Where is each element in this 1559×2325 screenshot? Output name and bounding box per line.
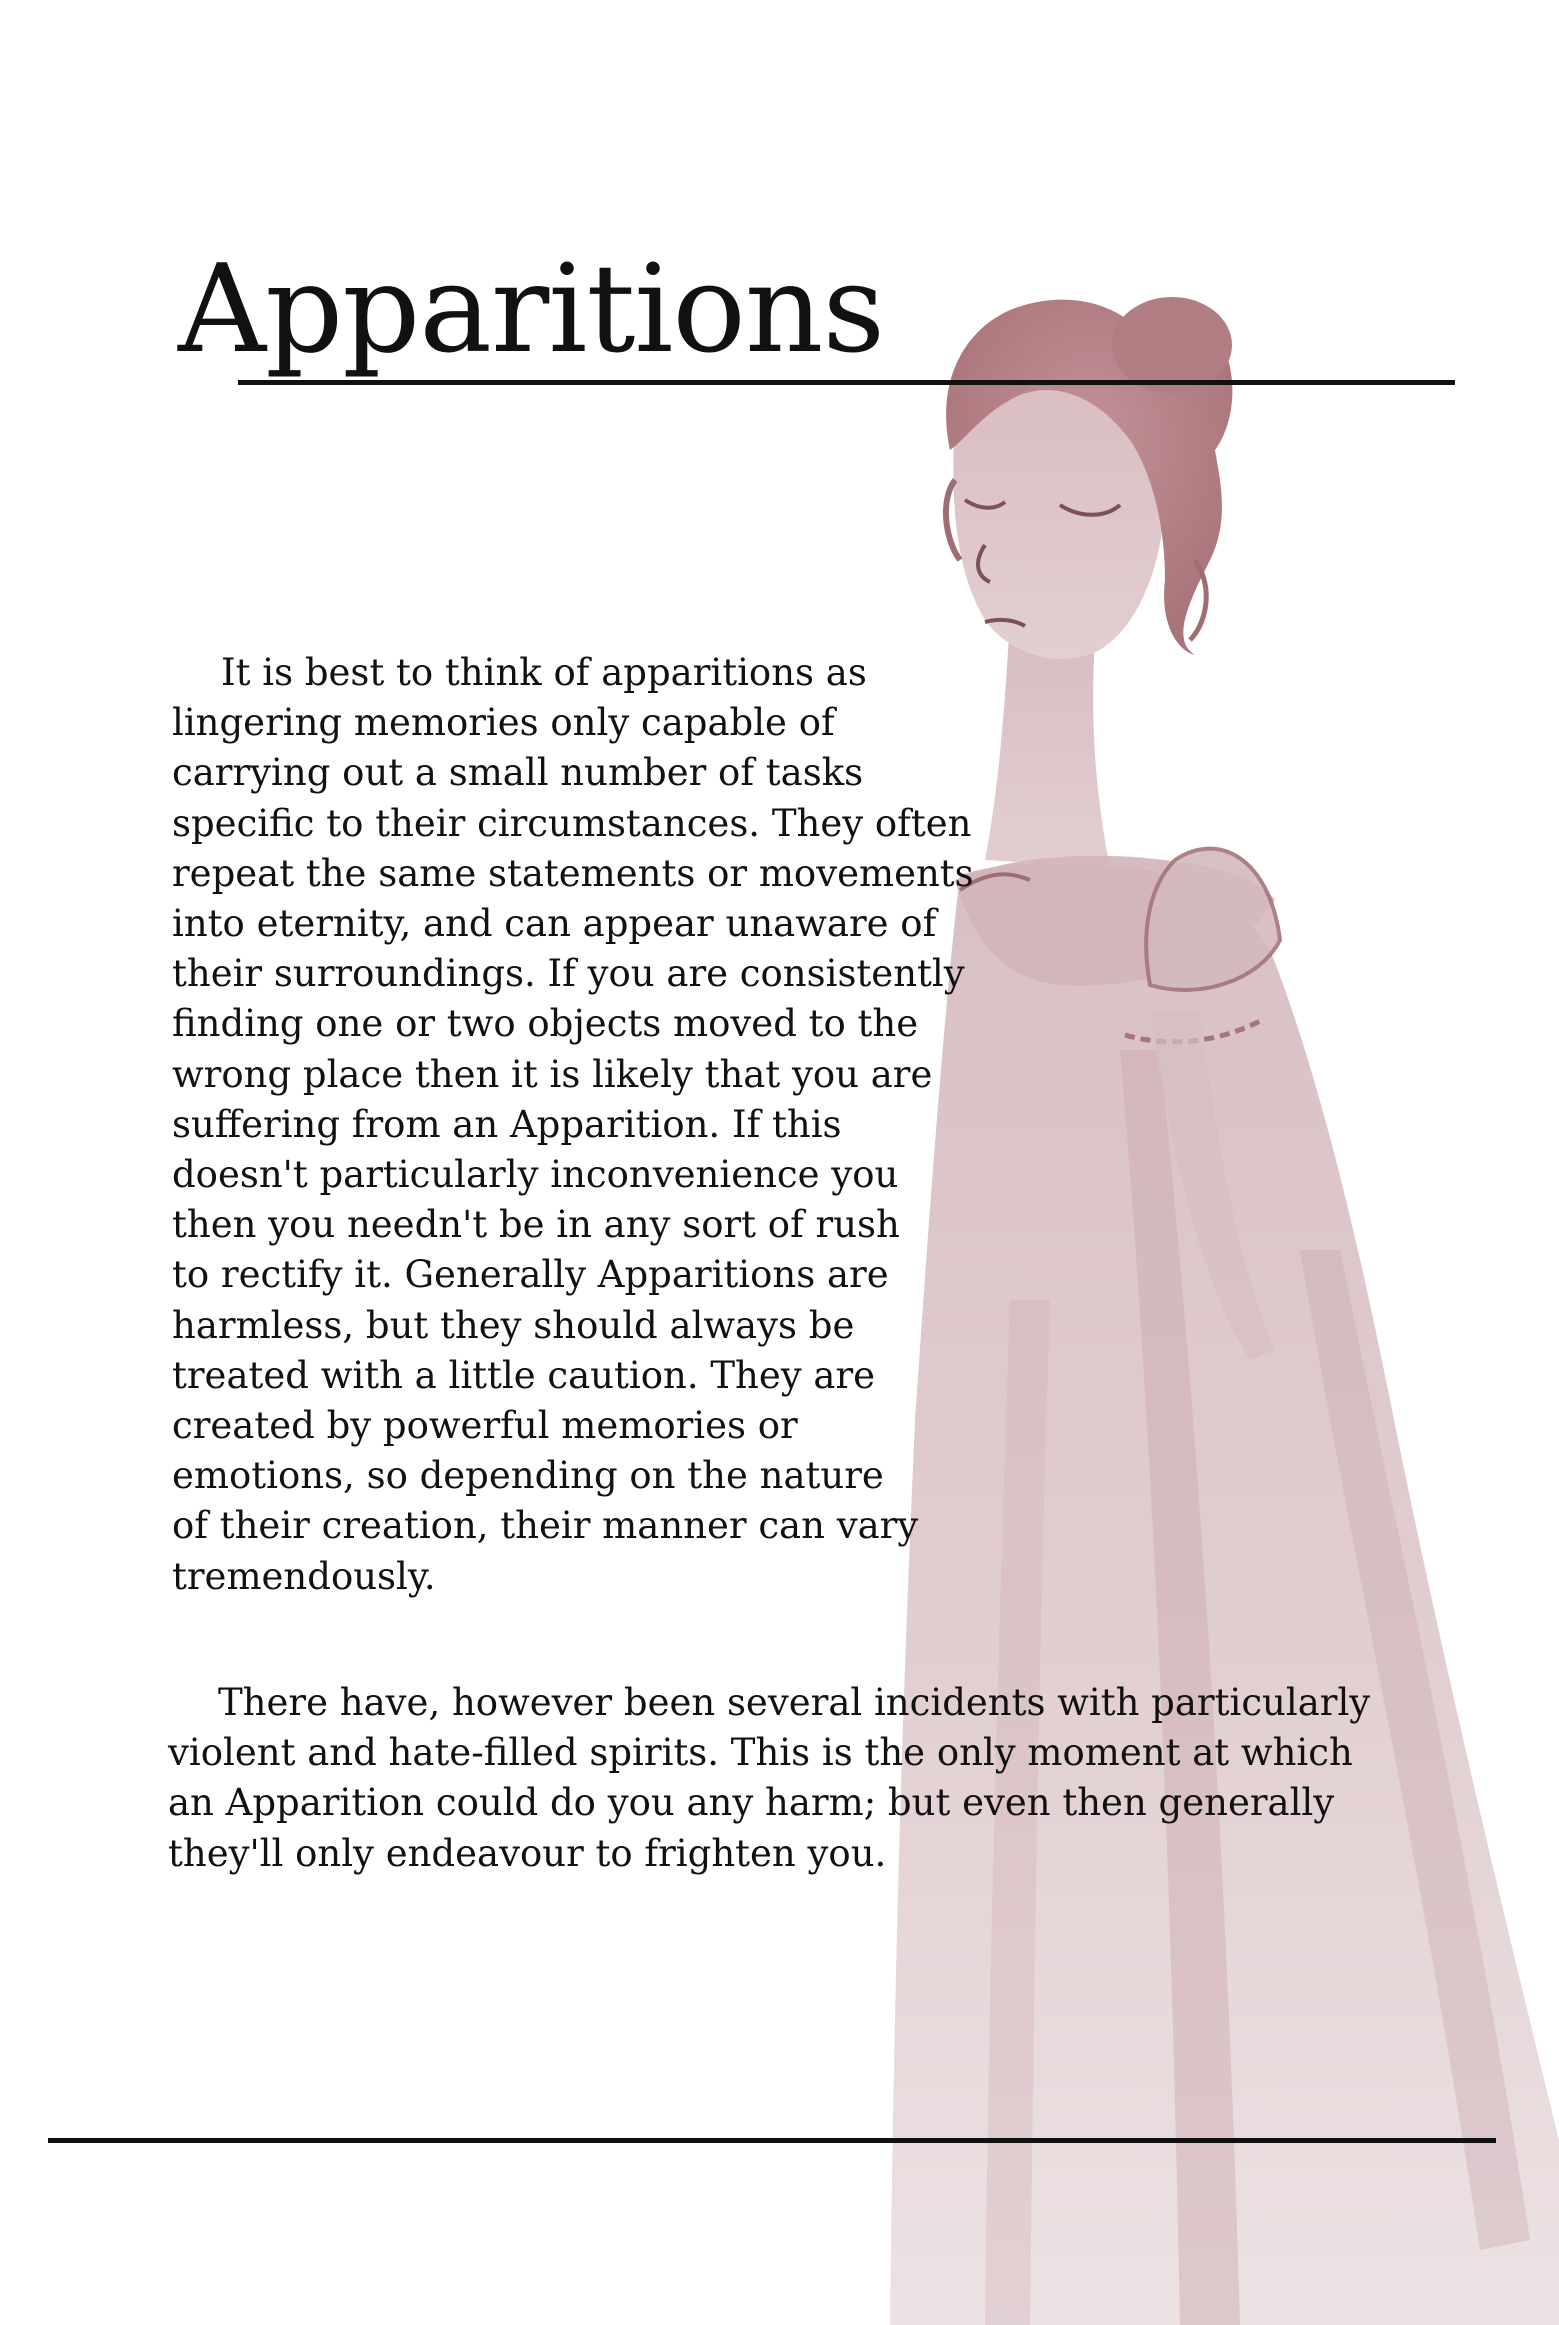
title-underline-rule (238, 380, 1455, 385)
paragraph-line: harmless, but they should always be (172, 1303, 855, 1347)
paragraph-line: repeat the same statements or movements (172, 851, 974, 895)
paragraph-line: to rectify it. Generally Apparitions are (172, 1253, 889, 1297)
paragraph-line: their surroundings. If you are consistently (172, 952, 965, 996)
page-title: Apparitions (178, 238, 885, 380)
paragraph-line: doesn't particularly inconvenience you (172, 1153, 899, 1197)
body-paragraph (172, 648, 974, 1602)
hair-bun (1112, 297, 1232, 393)
paragraph-line: they'll only endeavour to frighten you. (168, 1831, 887, 1875)
bottom-rule (48, 2138, 1496, 2143)
paragraph-line: There have, however been several incidents with particularly (218, 1681, 1371, 1724)
paragraph-line: specific to their circumstances. They often (172, 801, 972, 845)
paragraph-line: of their creation, their manner can vary (172, 1504, 919, 1548)
paragraph-line: violent and hate-filled spirits. This is the only moment at which (168, 1731, 1353, 1775)
paragraph-line: tremendously. (172, 1554, 436, 1598)
paragraph-line: then you needn't be in any sort of rush (172, 1203, 900, 1247)
paragraph-line: carrying out a small number of tasks (172, 751, 864, 795)
paragraph-line: created by powerful memories or (172, 1404, 798, 1448)
body-paragraph (168, 1678, 1370, 1879)
paragraph-line: lingering memories only capable of (172, 701, 835, 745)
paragraph-line: an Apparition could do you any harm; but even then generally (168, 1781, 1335, 1825)
paragraph-line: into eternity, and can appear unaware of (172, 902, 937, 946)
paragraph-line: finding one or two objects moved to the (172, 1002, 919, 1046)
paragraph-line: emotions, so depending on the nature (172, 1454, 884, 1498)
paragraph-line: It is best to think of apparitions as (221, 651, 867, 694)
paragraph-line: wrong place then it is likely that you are (172, 1052, 933, 1096)
paragraph-line: treated with a little caution. They are (172, 1353, 876, 1397)
paragraph-line: suffering from an Apparition. If this (172, 1102, 842, 1146)
